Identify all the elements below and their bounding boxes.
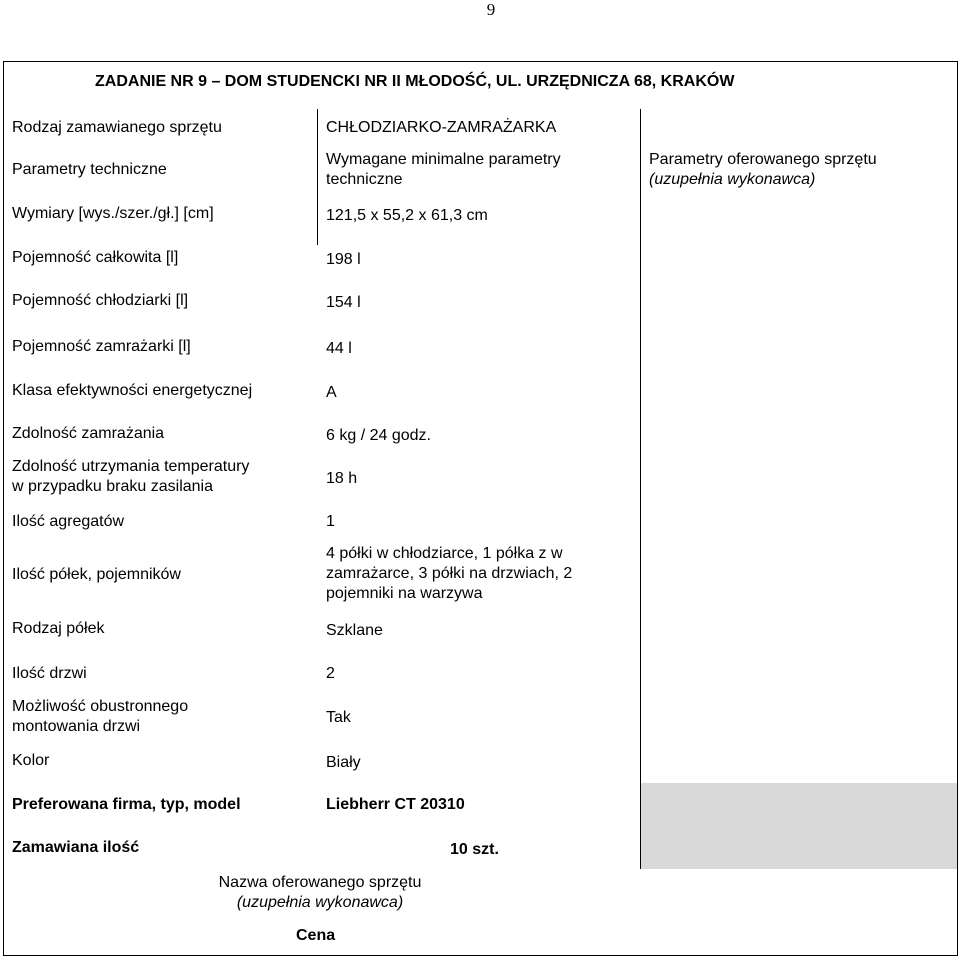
offered-name-label: Nazwa oferowanego sprzętu (uzupełnia wykonawca): [218, 874, 422, 911]
dimensions-label: Wymiary [wys./szer./gł.] [cm]: [12, 205, 214, 222]
shelves-label: Ilość półek, pojemników: [12, 566, 181, 583]
device-type-value: CHŁODZIARKO-ZAMRAŻARKA: [326, 119, 557, 136]
shelves-value: 4 półki w chłodziarce, 1 półka z w zamrażarce, 3 półki na drzwiach, 2 pojemniki na warzywa: [326, 545, 573, 602]
freezing-capacity-label: Zdolność zamrażania: [12, 425, 165, 442]
grey-cell-preferred: [640, 783, 957, 828]
energy-class-label: Klasa efektywności energetycznej: [12, 382, 253, 399]
temp-hold-value: 18 h: [326, 470, 358, 487]
total-capacity-label: Pojemność całkowita [l]: [12, 249, 179, 266]
offered-params-label: Parametry oferowanego sprzętu (uzupełnia wykonawca): [649, 151, 877, 188]
reversible-doors-value: Tak: [326, 709, 351, 726]
required-params-label: Wymagane minimalne parametry techniczne: [326, 151, 561, 188]
quantity-value: 10 szt.: [450, 841, 499, 858]
compressors-value: 1: [326, 513, 335, 530]
doors-value: 2: [326, 665, 335, 682]
shelf-type-value: Szklane: [326, 622, 383, 639]
preferred-value: Liebherr CT 20310: [326, 796, 465, 813]
compressors-label: Ilość agregatów: [12, 513, 125, 530]
column-divider: [317, 109, 318, 245]
color-value: Biały: [326, 754, 361, 771]
freezing-capacity-value: 6 kg / 24 godz.: [326, 427, 431, 444]
fridge-capacity-value: 154 l: [326, 294, 361, 311]
doors-label: Ilość drzwi: [12, 665, 87, 682]
reversible-doors-label: Możliwość obustronnego montowania drzwi: [12, 698, 189, 735]
preferred-label: Preferowana firma, typ, model: [12, 796, 241, 813]
freezer-capacity-label: Pojemność zamrażarki [l]: [12, 338, 191, 355]
temp-hold-label: Zdolność utrzymania temperatury w przypadku braku zasilania: [12, 458, 250, 495]
grey-cell-quantity: [640, 828, 957, 869]
energy-class-value: A: [326, 384, 337, 401]
quantity-label: Zamawiana ilość: [12, 839, 140, 856]
price-label: Cena: [296, 927, 336, 944]
fridge-capacity-label: Pojemność chłodziarki [l]: [12, 292, 189, 309]
device-type-label: Rodzaj zamawianego sprzętu: [12, 119, 222, 136]
color-label: Kolor: [12, 752, 50, 769]
tech-params-label: Parametry techniczne: [12, 161, 167, 178]
page-number: 9: [486, 0, 496, 19]
freezer-capacity-value: 44 l: [326, 340, 352, 357]
task-header: ZADANIE NR 9 – DOM STUDENCKI NR II MŁODOŚĆ, UL. URZĘDNICZA 68, KRAKÓW: [95, 73, 735, 90]
total-capacity-value: 198 l: [326, 251, 361, 268]
dimensions-value: 121,5 x 55,2 x 61,3 cm: [326, 207, 488, 224]
shelf-type-label: Rodzaj półek: [12, 620, 105, 637]
column-divider: [640, 109, 641, 869]
